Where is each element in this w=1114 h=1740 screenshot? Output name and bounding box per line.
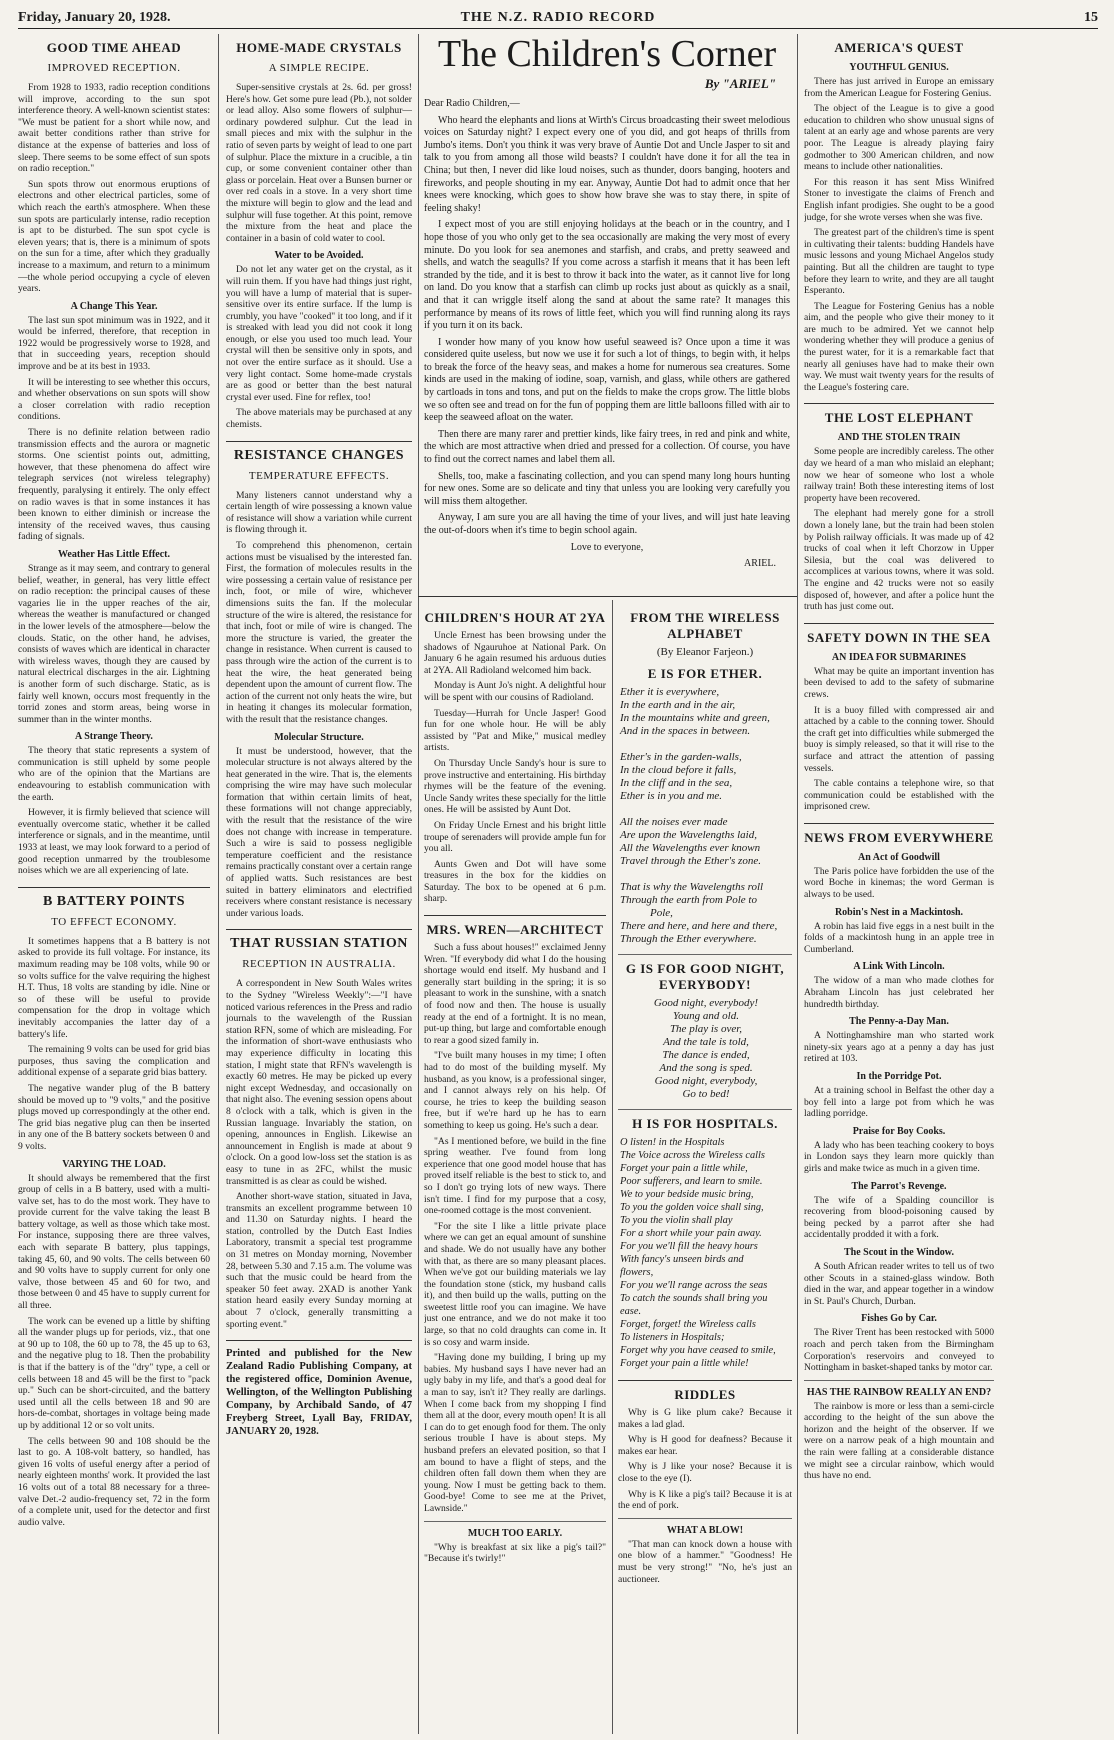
imprint [226, 1347, 412, 1438]
paragraph: The elephant had merely gone for a stroll down a lonely lane, but the train had been stolen by Polish railway officials. It was made up of 42 trucks of coal when it left Chorzow in Upper Silesia, but the coal was delivered to accomplices at various towns, where it was sold. The engine and 42 trucks were not so easily disposed of, however, and after a police hunt the truth has just come out. [804, 508, 994, 613]
divider [618, 1109, 792, 1110]
divider [226, 1340, 412, 1341]
crystals-title: HOME-MADE CRYSTALS [236, 40, 402, 55]
poem-line: All the noises ever made [620, 816, 728, 828]
column-3 [424, 604, 606, 1734]
paragraph: Sun spots throw out enormous eruptions of electrons and other electrical particles, some of which reach the earth's atmosphere. When these sun spots are particularly intense, radio reception is apt to be disturbed. The sun spot cycle is eleven years; that is, there is a minimum of spots on the sun for a time, after which they gradually increase to a maximum, and return to a minimum—the whole period occupying a cycle of eleven years. [18, 178, 210, 295]
paragraph: Anyway, I am sure you are all having the time of your lives, and will just hate leaving the out-of-doors when it's time to begin school again. [424, 512, 790, 536]
divider [618, 1518, 792, 1519]
column-rule [218, 34, 219, 1734]
poem-line: Good night, everybody, [654, 1075, 758, 1087]
poem-line: To catch the sounds shall bring you [620, 1293, 768, 1304]
poem-hospitals [620, 1136, 792, 1370]
paragraph: "As I mentioned before, we build in the fine spring weather. I've found from long experience that one good model house that has proved itself reliable is the best to stick to, and so I don't go trying lots of new ways. There isn't time. I find for my purpose that a cosy, one-roomed cottage is the most convenient. [424, 1135, 606, 1217]
paragraph: The work can be evened up a little by shifting all the wander plugs up for periods, viz., that one at 90 up to 108, the 60 up to 78, the 45 up to 63, and the negative plug to 18. Then the probability is that if the battery is of the "dry" type, a cell or cells between 18 and 45 will be the first to "pack up." Such can be short-circuited, and the battery used until all the cells between 18 and 90 are hors-de-combat, shortages in voltage being made up by additional 12 or so volt units. [18, 1315, 210, 1431]
news-heading: A Link With Lincoln. [853, 961, 945, 973]
divider [18, 887, 210, 888]
resistance-title: RESISTANCE CHANGES [233, 447, 405, 463]
page-header [18, 8, 1098, 29]
subheading: VARYING THE LOAD. [62, 1158, 166, 1170]
corner-title: The Children's Corner [437, 34, 777, 75]
paragraph: Some people are incredibly careless. The other day we heard of a man who mislaid an elephant; now we hear of someone who lost a whole railway train! Both these interesting items of lost property have been recovered. [804, 446, 994, 504]
paragraph: On Friday Uncle Ernest and his bright little troupe of serenaders will provide ample fun for you all. [424, 819, 606, 855]
elephant-title: THE LOST ELEPHANT [824, 410, 974, 426]
poem-line: All the Wavelengths ever known [620, 842, 761, 854]
news-text: The widow of a man who made clothes for Abraham Lincoln has just celebrated her hundredth birthday. [804, 975, 994, 1010]
poem-line: Forget your pain a little while, [620, 1163, 748, 1174]
news-text: A lady who has been teaching cookery to boys in London says they learn more quickly than girls and make twice as much in a given time. [804, 1139, 994, 1174]
poem-line: Through the Ether everywhere. [620, 933, 757, 945]
corner-byline: By "ARIEL" [704, 76, 776, 91]
paragraph: Tuesday—Hurrah for Uncle Jasper! Good fun for one whole hour. He will be ably assisted by "Pat and Mike," musical medley artists. [424, 707, 606, 754]
poem-line: And the song is sped. [659, 1062, 753, 1074]
signature: ARIEL. [744, 558, 776, 570]
poem-line: The Voice across the Wireless calls [620, 1150, 765, 1161]
news-heading: An Act of Goodwill [858, 851, 940, 863]
paragraph: It sometimes happens that a B battery is not asked to provide its full voltage. For instance, its maximum reading may be 108 volts, while 90 or so volts suffice for the valve requiring the highest H.T. Thus, 18 volts are standing by idle. Nine or so of these will be useful to provide compensation for the drop in voltage which inevitably accompanies the latter day of a battery's life. [18, 935, 210, 1040]
news-heading: In the Porridge Pot. [856, 1071, 942, 1082]
poem-line: Ether's in the garden-walls, [620, 751, 742, 763]
poem-line: Ether is in you and me. [620, 790, 723, 802]
safety-subtitle: AN IDEA FOR SUBMARINES [831, 651, 967, 663]
poem-line: ease. [620, 1306, 642, 1317]
column-5 [804, 34, 1096, 1734]
imprint-text: Printed and published for the New Zealand Radio Publishing Company, at the registered office, Dominion Avenue, Wellington, of the Wellington Publishing Company, by Archibald Sando, of 47 Freyberg Street, Lyall Bay, FRIDAY, JANUARY 20, 1928. [226, 1348, 412, 1438]
poem-line: Poor sufferers, and learn to smile. [620, 1176, 763, 1187]
poem-line: For you we'll range across the seas [620, 1280, 768, 1291]
blow-title: WHAT A BLOW! [666, 1524, 744, 1536]
poem-line: For a short while your pain away. [620, 1228, 762, 1239]
poem-line: O listen! in the Hospitals [620, 1137, 725, 1148]
paper-name: THE N.Z. RADIO RECORD [460, 10, 656, 25]
paragraph: However, it is firmly believed that science will eventually overcome static, whether it be called interference or signals, and in the meantime, until 1933 at least, we may look forward to a period of good reception unmarred by the troublesome noises which we are all experiencing of late. [18, 807, 210, 877]
paragraph: The object of the League is to give a good education to children who show unusual signs of talent at an early age and whose parents are very poor. The League is already playing fairy godmother to 300 American children, and now means to include other nationalities. [804, 103, 994, 173]
paragraph: From 1928 to 1933, radio reception conditions will improve, according to the sun spot interference theory. A well-known scientist states: "We must be patient for a short while now, and await better conditions rather than strive for distance at the expense of batteries and loss of sleep. There seems to be some effect of sun spots on radio reception." [18, 82, 210, 175]
paragraph: The theory that static represents a system of communication is still upheld by some people who are of the opinion that the Martians are endeavouring to establish communication with the earth. [18, 745, 210, 803]
paragraph: The remaining 9 volts can be used for grid bias purposes, thus saving the complication and additional expense of a separate grid bias battery. [18, 1044, 210, 1079]
poem-line: We to your bedside music bring, [620, 1189, 754, 1200]
poem-line: There and here, and here and there, [620, 920, 778, 932]
divider [226, 929, 412, 930]
paragraph: Aunts Gwen and Dot will have some treasures in the box for the kiddies on Saturday. The box to be opened at 6 p.m. sharp. [424, 858, 606, 905]
g-title: G IS FOR GOOD NIGHT, EVERYBODY! [625, 961, 785, 992]
paragraph: A correspondent in New South Wales writes to the Sydney "Wireless Weekly":—"I have noticed various references in the Press and radio journals to the wavelength of the Russian station RFN, some of which are misleading. For the information of short-wave enthusiasts who may experience difficulty in locating this station, I might state that RFN's wavelength is exactly 60 metres. He may be picked up every night except Wednesday, and occasionally on that night also. The evening session opens about 8 o'clock with a talk, which is given in the Russian language. Invariably the station, on opening, announces in English. Likewise an announcement in English is made at about 9 o'clock. On a good low-loss set the station is as easy to tune in as 2FC, whilst the music transmitted is as clear as could be wished. [226, 978, 412, 1187]
divider [618, 954, 792, 955]
news-text: The Paris police have forbidden the use of the word Boche in kinemas; the word German is always to be used. [804, 865, 994, 901]
paragraph: It should always be remembered that the first group of cells in a B battery, used with a multi-valve set, has to do the most work. They have to provide current for the valve taking the least B battery voltage, as well as those which take most. For instance, supposing there are three valves, each with separate B battery, plus tappings, taking 45, 60, and 90 volts. The cells between 60 and 90 volts have to supply current for only one valve, those between 45 and 60 for two, and those between 0 and 45 have to supply current for all three. [18, 1172, 210, 1312]
paragraph: I expect most of you are still enjoying holidays at the beach or in the country, and I hope those of you who only get to the sea occasionally are making the very most of every minute. Do you look for sea anemones and starfish, and crabs, and pretty seaweed and shells, and watch the seagulls? If you come across a starfish it means that it has been left stranded by the tide, and it is best to throw it back into the water, as it cannot live for long on land. Do you know that a starfish can climb up rocks just about as quickly as a snail, and that it can wriggle itself along the sand at about the same rate? It manages this performance by means of its rows of little feet, which you will find running along its rays if you turn it on its back. [424, 219, 790, 332]
divider [804, 623, 994, 624]
paragraph: Uncle Ernest has been browsing under the shadows of Ngauruhoe at National Park. On January 6 he again resumed his arduous duties at 2YA. All Radioland welcomed him back. [424, 630, 606, 676]
paragraph: The League for Fostering Genius has a noble aim, and the people who give their money to it are much to be admired. Yet we cannot help wondering whether they will produce a genius of the purest water, for it is a remarkable fact that nearly all geniuses have had to make their own way. We must wait twenty years for the results of the League's fostering care. [804, 300, 994, 393]
paragraph: "Having done my building, I bring up my babies. My husband says I have never had an ugly baby in my life, and that's a good deal for a man to say, isn't it? They really are darlings. When I come back from my shopping I find them all at the door, every mouth open! It is all I can do to get enough food for them. The only serious trouble I have is about steps. My husband prefers an elevated position, so that I am bound to have a flight of steps, and the children often fall down them when they are young. Now I must be getting back to them. Good-bye! Come to see me at the Privet, Lawnside." [424, 1352, 606, 1514]
poem-line: Forget your pain a little while! [620, 1358, 749, 1369]
news-text: A robin has laid five eggs in a nest built in the folds of a mackintosh hung in an apple tree in Cumberland. [804, 920, 994, 955]
paragraph: What may be quite an important invention has been devised to add to the safety of submarine crews. [804, 665, 994, 700]
poem-line: Young and old. [673, 1010, 739, 1022]
poem-line: Good night, everybody! [653, 997, 759, 1009]
poem-line: To you the violin shall play [620, 1215, 733, 1226]
elephant-subtitle: AND THE STOLEN TRAIN [837, 432, 961, 444]
paragraph: To comprehend this phenomenon, certain actions must be visualised by the interested fan. First, the formation of molecules results in the wire possessing a certain value of resistance per inch, foot, or mile of wire, whichever dimensions suits the fan. If the molecular structure of the wire is altered, the resistance for that inch, foot or mile of wire is changed. The more the structure is varied, the greater the change in resistance. When current is caused to pass through wire the action of the current is to heat the wire, the heat generated being dependent upon the amount of current flow. The action of the current not only heats the wire, but in heating it changes its molecular formation, with the result that the resistance changes. [226, 540, 412, 725]
paragraph: The rainbow is more or less than a semi-circle according to the height of the sun above the horizon and the height of the observer. If we were on a narrow peak of a high mountain and the rain were falling at a considerable distance we might see a circular rainbow, which would thus have no end. [804, 1400, 994, 1482]
paragraph: Then there are many rarer and prettier kinds, like fairy trees, in red and pink and white, the which are most attractive when dried and pressed for a collection. Of course, you have to find out the correct names and label them all. [424, 428, 790, 466]
column-5-inner [804, 40, 994, 1482]
e-title: E IS FOR ETHER. [647, 666, 763, 681]
paragraph: The cells between 90 and 108 should be the last to go. A 108-volt battery, so handled, has given 16 volts of useful energy after a period of nearly eighteen months' work. It provided the last 16 volts out of a total 88 necessary for a three-valve Det.-2 audio-frequency set, 72 in the form of a complete unit, used for the detector and first audio valve. [18, 1435, 210, 1528]
crystals-subtitle: A SIMPLE RECIPE. [268, 62, 370, 74]
news-heading: Fishes Go by Car. [861, 1313, 937, 1325]
much-too-early-title: MUCH TOO EARLY. [467, 1527, 563, 1539]
poem-line: Ether it is everywhere, [620, 686, 720, 698]
alphabet-byline: (By Eleanor Farjeon.) [656, 646, 754, 658]
paragraph: "Why is breakfast at six like a pig's tail?" "Because it's twirly!" [424, 1541, 606, 1565]
quest-title: AMERICA'S QUEST [834, 40, 964, 55]
h-title: H IS FOR HOSPITALS. [632, 1116, 778, 1131]
poem-line: In the cloud before it falls, [620, 764, 737, 776]
alphabet-title: FROM THE WIRELESS ALPHABET [630, 610, 780, 641]
poem-line: The dance is ended, [662, 1049, 750, 1061]
news-title: NEWS FROM EVERYWHERE [804, 829, 994, 845]
poem-line [620, 738, 792, 751]
poem-good-night [620, 997, 792, 1101]
paragraph: The last sun spot minimum was in 1922, and it would be inferred, therefore, that reception in 1922 would be progressively worse to 1928, and that in succeeding years, reception should improve and be at its best in 1933. [18, 314, 210, 373]
divider [804, 403, 994, 404]
paragraph: It will be interesting to see whether this occurs, and whether observations on sun spots will show a closer correlation with radio reception conditions. [18, 376, 210, 423]
paragraph: For this reason it has sent Miss Winifred Stoner to investigate the claims of French and English infant prodigies. She ought to be a good judge, for she wrote verses when she was five. [804, 176, 994, 223]
column-4 [618, 604, 792, 1734]
divider [804, 1380, 994, 1381]
poem-ether [620, 686, 792, 946]
good-time-subtitle: IMPROVED RECEPTION. [47, 62, 181, 74]
poem-line: With fancy's unseen birds and [620, 1254, 744, 1265]
quest-subtitle: YOUTHFUL GENIUS. [849, 62, 949, 73]
paragraph: The above materials may be purchased at any chemists. [226, 407, 412, 431]
paragraph: "I've built many houses in my time; I often had to do most of the building myself. My husband, as you know, is a professional singer, and I cannot always rely on his help. Of course, he tries to keep the building season free, but if we're hard up he has to earn something to keep us going. He's such a dear. [424, 1050, 606, 1131]
divider [618, 1380, 792, 1381]
section-rule [418, 596, 797, 597]
news-heading: Praise for Boy Cooks. [852, 1125, 946, 1137]
news-heading: The Penny-a-Day Man. [849, 1016, 949, 1028]
paragraph: Such a fuss about houses!" exclaimed Jenny Wren. "If everybody did what I do the housing shortage would end itself. My husband and I generally start building in the spring; it is so pleasant to work in the sunshine, with a snatch of food now and then. The house is usually ready at the end of a fortnight. It is no mean, put-up thing, but large and comfortable enough to rear a good sized family in. [424, 942, 606, 1046]
paragraph: Many listeners cannot understand why a certain length of wire possessing a known value of resistance will show a variation while current is flowing through it. [226, 489, 412, 536]
news-text: A Nottinghamshire man who started work ninety-six years ago at a penny a day has just retired at 103. [804, 1030, 994, 1065]
poem-line: The play is over, [669, 1023, 743, 1035]
paragraph: Shells, too, make a fascinating collection, and you can spend many long hours hunting for new ones. Some are so delicate and tiny that unless you are looking very carefully you will miss them altogether. [424, 470, 790, 507]
news-text: The River Trent has been restocked with 5000 roach and perch taken from the Birmingham Corporation's reservoirs and conveyed to Nottingham in basket-shaped tanks by motor car. [804, 1327, 994, 1374]
news-text: At a training school in Belfast the other day a boy fell into a large pot from which he was ladling porridge. [804, 1085, 994, 1120]
divider [226, 441, 412, 442]
paragraph: Do not let any water get on the crystal, as it will ruin them. If you have had things just right, you will have a lump of material that is super-sensitive over its entire surface. If the lump is crumbly, you have "cooked" it too long, and if it is streaked with lead you did not cook it long enough, or else you used too much lead. Your crystal will then be sensitive only in spots, and not over the entire surface as it should. Use a very light contact. Some home-made crystals are as good or better than the best natural crystal ever used. Fine for reflex, too! [226, 264, 412, 403]
rainbow-title: HAS THE RAINBOW REALLY AN END? [806, 1386, 992, 1398]
paragraph: Why is H good for deafness? Because it makes ear hear. [618, 1434, 792, 1457]
poem-line: flowers, [620, 1267, 654, 1278]
subheading: A Change This Year. [70, 300, 158, 312]
paragraph: It is a buoy filled with compressed air and attached by a cable to the conning tower. Should the craft get into difficulties while submerged the buoy is simply released, so that it will rise to the surface and attract the attention of passing vessels. [804, 704, 994, 774]
divider [424, 915, 606, 916]
childrens-hour-title: CHILDREN'S HOUR AT 2YA [424, 610, 606, 625]
divider [804, 823, 994, 824]
column-rule [797, 34, 798, 1734]
subheading: A Strange Theory. [75, 731, 153, 743]
paragraph: Who heard the elephants and lions at Wirth's Circus broadcasting their sweet melodious voices on Saturday night? I expect every one of you did, and got heaps of thrills from Jumbo's items. Don't you think it was very brave of Auntie Dot and Uncle Jasper to sit and talk to you from among all those wild beasts? I couldn't have done it for all the tea in China; but then, I never did like loud noises, such as thunder, doors banging, hooters and fireworks, and people shouting in my ear. Anyway, Auntie Dot had to admit once that her knees were knocking, which goes to show how brave she was to stay there, in spite of feeling shaky! [424, 114, 790, 214]
resistance-subtitle: TEMPERATURE EFFECTS. [248, 469, 390, 482]
greeting: Dear Radio Children,— [424, 98, 520, 109]
paragraph: "For the site I like a little private place where we can get an equal amount of sunshine and shade. We do not usually have any bother with that, as there are so many pleasant places. When we've got our building materials we lay the foundation stone (stick, my husband calls it), and then build up the walls, putting on the sweetest little roof you can imagine. We have just one entrance, and we do not make it too large, so that no cold draughts can come in. It is so cosy and warm inside. [424, 1220, 606, 1348]
paragraph: Why is J like your nose? Because it is close to the eye (I). [618, 1461, 792, 1484]
battery-title: B BATTERY POINTS [42, 893, 186, 909]
column-1 [18, 34, 210, 1734]
riddles-title: RIDDLES [674, 1387, 736, 1402]
good-time-title: GOOD TIME AHEAD [46, 40, 182, 55]
poem-line: That is why the Wavelengths roll [620, 881, 764, 893]
paragraph: It must be understood, however, that the molecular structure is not always altered by the heat generated in the wire. That is, the elements comprising the wire may have such molecular formation that within certain limits of heat, these formations will not change appreciably, with the result that the resistance of the wire does not change with increase in temperature. Such a wire is said to possess negligible temperature coefficient and the resistance remains practically constant over a certain range of applied watts. Such resistances are best suited in battery eliminators and electrified receivers where constant resistance is necessary under various loads. [226, 745, 412, 919]
paragraph: Another short-wave station, situated in Java, transmits an excellent programme between 10 and 11.30 on Saturday nights. I heard the station, controlled by the Dutch East Indies Laboratory, transmit a special test programme on 31 metres on Monday morning, November 28, between 5.30 and 7.15 a.m. The volume was such that the music could be heard from the speaker 50 feet away. 2XAD is another Yank station heard easily every Sunday morning at about 7 o'clock, generally transmitting a sporting event." [226, 1191, 412, 1330]
poem-line: Forget why you have ceased to smile, [620, 1345, 776, 1356]
column-2 [226, 34, 412, 1734]
paragraph: Why is K like a pig's tail? Because it is at the end of pork. [618, 1488, 792, 1512]
poem-line: In the cliff and in the sea, [620, 777, 733, 789]
subheading: Molecular Structure. [274, 731, 364, 743]
poem-line: And the tale is told, [663, 1036, 749, 1048]
poem-line: And in the spaces in between. [620, 725, 751, 737]
wren-title: MRS. WREN—ARCHITECT [426, 922, 604, 938]
news-heading: The Parrot's Revenge. [851, 1180, 947, 1192]
news-heading: The Scout in the Window. [844, 1246, 954, 1258]
russian-subtitle: RECEPTION IN AUSTRALIA. [242, 958, 396, 971]
paragraph: Monday is Aunt Jo's night. A delightful hour will be spent with our cousins of Radioland. [424, 680, 606, 703]
paragraph: Super-sensitive crystals at 2s. 6d. per gross! Here's how. Get some pure lead (Pb.), not solder or lead alloy. Also some flowers of sulphur—ordinary powdered sulphur. Cut the lead in small pieces and mix with the sulphur in the ratio of seven parts by weight of lead to one part of sulphur. Place the mixture in a crucible, a tin cup, or some convenient container other than glass or porcelain. Heat over a Bunsen burner or over red coals in a stove. In a very short time the mixture will begin to glow and the lead and sulphur will fuse together. At this point, remove the mixture from the heat and place the container in a basin of cold water to cool. [226, 82, 412, 244]
russian-title: THAT RUSSIAN STATION [230, 936, 408, 952]
paragraph: There is no definite relation between radio transmission effects and the aurora or magnetic storms. One scientist points out, admitting, however, that these phenomena do affect wire telegraph services (not wireless telegraphy) frequently, paralysing it entirely. The only effect on radio waves is that in some instances it has been known to either diminish or increase the intensity of the received waves, thus causing fading of signals. [18, 427, 210, 543]
issue-date: Friday, January 20, 1928. [18, 10, 171, 25]
column-rule [612, 600, 613, 1734]
column-rule [418, 34, 419, 1734]
subheading: Weather Has Little Effect. [57, 548, 170, 560]
poem-line: In the earth and in the air, [620, 699, 736, 711]
paragraph: The negative wander plug of the B battery should be moved up to "9 volts," and the positive plugs moved up correspondingly at the other end. The grid bias negative plug can then be inserted in any one of the B battery sockets between 0 and 9 volts. [18, 1082, 210, 1152]
battery-subtitle: TO EFFECT ECONOMY. [51, 915, 177, 928]
poem-line: Go to bed! [682, 1088, 730, 1100]
news-text: A South African reader writes to tell us of two other Scouts in a stained-glass window. Both died in the war, and appear together in a window in St. Paul's Church, Durban. [804, 1260, 994, 1307]
paragraph: I wonder how many of you know how useful seaweed is? Once upon a time it was considered quite useless, but now we use it for such a lot of things, to begin with, it helps to break the force of the heavy seas, and makes a home for numerous sea creatures. Some kinds are used in the making of iodine, soap, varnish, and glass, while others are gathered by cartloads in tons and tons, and put on the fields to make the crops grow. The little blobs we so often see and tread on for the fun of popping them are little balloons filled with air to keep the seaweed afloat on the water. [424, 336, 790, 424]
paragraph: On Thursday Uncle Sandy's hour is sure to prove instructive and entertaining. His birthday rhymes will be the feature of the evening. Uncle Sandy writes these specially for the little ones. He will be assisted by Aunt Dot. [424, 757, 606, 816]
childrens-corner [424, 34, 790, 590]
poem-line: Travel through the Ether's zone. [620, 855, 761, 867]
paragraph: The greatest part of the children's time is spent in cultivating their talents: budding Handels have music lessons and young Michael Angelos study painting. But all the children are taught to type before they learn to write, and they are all taught Esperanto. [804, 227, 994, 297]
divider [424, 1521, 606, 1522]
poem-line: For you we'll fill the heavy hours [620, 1241, 758, 1252]
safety-title: SAFETY DOWN IN THE SEA [807, 629, 991, 645]
news-text: The wife of a Spalding councillor is recovering from blood-poisoning caused by being pecked by a parrot after she had accidentally prodded it with a fork. [804, 1194, 994, 1241]
closing: Love to everyone, [570, 541, 644, 553]
poem-line: Forget, forget! the Wireless calls [620, 1319, 756, 1330]
poem-line [620, 803, 792, 816]
poem-line [620, 868, 792, 881]
paragraph: Strange as it may seem, and contrary to general belief, weather, in general, has very little effect on radio reception: the principal causes of these vagaries lie in the upper reaches of the air, whereas the weather is manufactured or changed in the lower levels of the atmosphere—below the clouds. Static, on the other hand, he advises, consists of waves which are identical in character with wireless waves, though they are caused by natural electrical discharges in the air. Lightning is another form of such discharge. Static, as is fairly well known, occurs most frequently in the torrid zones and storm areas, being worse in summer than in the winter months. [18, 562, 210, 725]
poem-line: Are upon the Wavelengths laid, [620, 829, 757, 841]
subheading: Water to be Avoided. [274, 250, 364, 262]
paragraph: The cable contains a telephone wire, so that communication could be established with the imprisoned crew. [804, 778, 994, 813]
poem-line: Through the earth from Pole to [620, 894, 757, 906]
paragraph: "That man can knock down a house with one blow of a hammer." "Goodness! He must be very strong!" "No, he's just an auctioneer. [618, 1538, 792, 1585]
paragraph: Why is G like plum cake? Because it makes a lad glad. [618, 1407, 792, 1430]
poem-line: To you the golden voice shall sing, [620, 1202, 764, 1213]
poem-line: In the mountains white and green, [620, 712, 770, 724]
paragraph: There has just arrived in Europe an emissary from the American League for Fostering Genius. [804, 76, 994, 99]
page-number: 15 [1084, 10, 1098, 25]
poem-line: To listeners in Hospitals; [620, 1332, 725, 1343]
news-heading: Robin's Nest in a Mackintosh. [834, 906, 964, 918]
poem-line: Pole, [650, 907, 673, 919]
